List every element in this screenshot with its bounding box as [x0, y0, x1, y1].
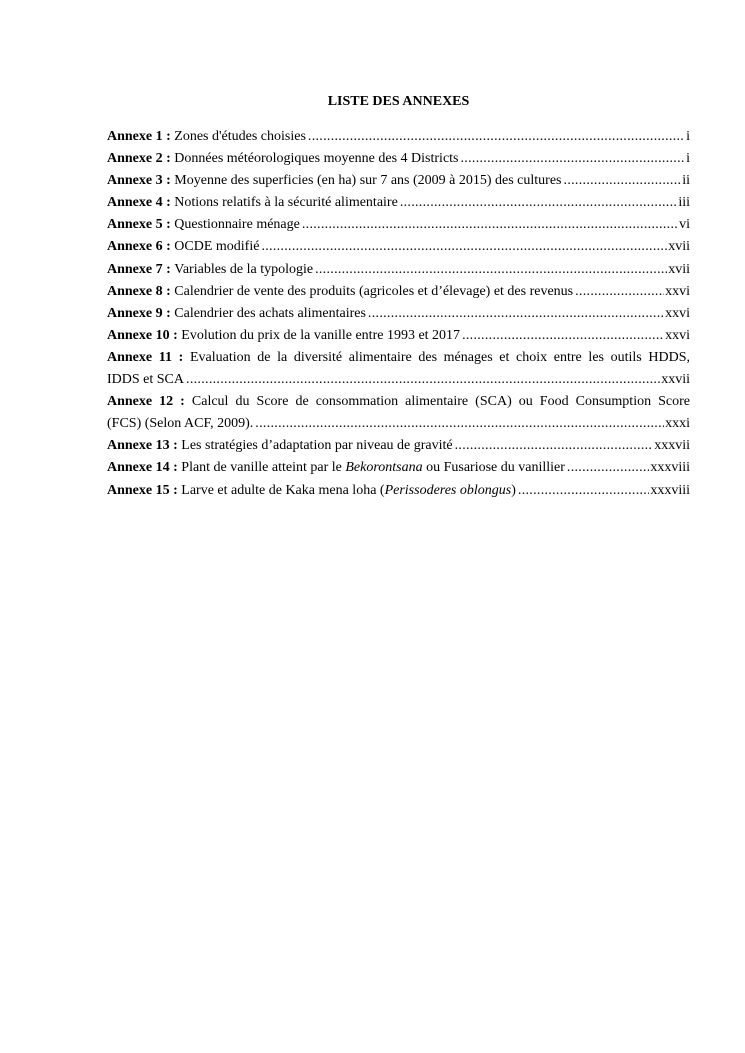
entry-text: Calendrier des achats alimentaires [174, 305, 366, 321]
toc-entry-annexe-13[interactable] [107, 435, 690, 457]
entry-page: xxxvii [654, 438, 690, 454]
dot-leader [368, 303, 664, 325]
entry-page: xxvi [665, 305, 690, 321]
dot-leader [315, 259, 667, 281]
page-title: LISTE DES ANNEXES [327, 94, 470, 109]
entry-page: xvii [668, 261, 690, 277]
entry-text: Questionnaire ménage [174, 217, 300, 233]
toc-entry-annexe-1[interactable] [107, 126, 690, 148]
entry-page: xxxviii [650, 482, 690, 498]
toc-entry-annexe-6[interactable] [107, 236, 690, 258]
entry-page: i [686, 151, 690, 167]
entry-text: Zones d'études choisies [174, 129, 306, 144]
entry-label: Annexe 13 : [107, 438, 178, 454]
entry-text: Calcul du Score de consommation alimentaire (SCA) ou Food Consumption Score [191, 394, 691, 410]
dot-leader [400, 192, 678, 214]
entry-text-continued: (FCS) (Selon ACF, 2009). [107, 416, 254, 432]
entry-text-continued: IDDS et SCA [107, 372, 185, 388]
entry-page: i [686, 129, 690, 144]
dot-leader [462, 325, 664, 347]
entry-label: Annexe 6 : [107, 239, 171, 255]
annex-list [107, 126, 690, 502]
entry-text: Evaluation de la diversité alimentaire des ménages et choix entre les outils HDDS, [189, 349, 691, 365]
dot-leader [455, 435, 654, 457]
entry-label: Annexe 11 : [107, 349, 184, 365]
entry-continuation-line [107, 413, 690, 435]
toc-entry-annexe-14[interactable] [107, 457, 690, 479]
entry-text-italic: Bekorontsana [345, 460, 423, 476]
entry-page: xxvii [661, 372, 690, 388]
entry-page: xvii [668, 239, 690, 255]
entry-text: Variables de la typologie [174, 261, 314, 277]
entry-page: ii [682, 173, 690, 189]
dot-leader [261, 236, 667, 258]
entry-text: Les stratégies d’adaptation par niveau de gravité [181, 438, 453, 454]
dot-leader [302, 214, 678, 236]
entry-label: Annexe 10 : [107, 327, 178, 343]
entry-label: Annexe 8 : [107, 283, 171, 299]
entry-text: Calendrier de vente des produits (agricoles et d’élevage) et des revenus [174, 283, 574, 299]
entry-continuation-line [107, 369, 690, 391]
entry-page: xxxviii [650, 460, 690, 476]
entry-text-after: ou Fusariose du vanillier [426, 460, 565, 476]
dot-leader [564, 170, 682, 192]
dot-leader [461, 148, 686, 170]
toc-entry-annexe-12[interactable] [107, 391, 690, 435]
entry-label: Annexe 3 : [107, 173, 171, 189]
entry-label: Annexe 15 : [107, 482, 178, 498]
entry-label: Annexe 5 : [107, 217, 171, 233]
entry-page: iii [678, 195, 690, 211]
entry-first-line [107, 391, 690, 413]
entry-label: Annexe 1 : [107, 129, 171, 144]
dot-leader [575, 281, 664, 303]
entry-page: xxvi [665, 283, 690, 299]
entry-first-line [107, 347, 690, 369]
toc-entry-annexe-15[interactable] [107, 480, 690, 502]
entry-label: Annexe 12 : [107, 394, 185, 410]
entry-label: Annexe 2 : [107, 151, 171, 167]
toc-entry-annexe-7[interactable] [107, 259, 690, 281]
toc-entry-annexe-3[interactable] [107, 170, 690, 192]
toc-entry-annexe-10[interactable] [107, 325, 690, 347]
entry-text-before: Larve et adulte de Kaka mena loha ( [181, 482, 385, 498]
entry-text-before: Plant de vanille atteint par le [181, 460, 342, 476]
entry-text-italic: Perissoderes oblongus [384, 482, 512, 498]
entry-page: xxxi [665, 416, 690, 432]
dot-leader [255, 413, 664, 435]
entry-text: Evolution du prix de la vanille entre 1993 et 2017 [181, 327, 461, 343]
entry-text-after: ) [511, 482, 516, 498]
toc-entry-annexe-8[interactable] [107, 281, 690, 303]
dot-leader [308, 126, 685, 148]
toc-entry-annexe-9[interactable] [107, 303, 690, 325]
entry-text: Moyenne des superficies (en ha) sur 7 ans (2009 à 2015) des cultures [174, 173, 562, 189]
entry-label: Annexe 4 : [107, 195, 171, 211]
dot-leader [518, 480, 649, 502]
toc-entry-annexe-5[interactable] [107, 214, 690, 236]
dot-leader [567, 457, 649, 479]
entry-page: vi [679, 217, 690, 233]
entry-label: Annexe 9 : [107, 305, 171, 321]
entry-text: Notions relatifs à la sécurité alimentaire [174, 195, 398, 211]
toc-entry-annexe-2[interactable] [107, 148, 690, 170]
entry-label: Annexe 7 : [107, 261, 171, 277]
entry-text: Données météorologiques moyenne des 4 Districts [174, 151, 459, 167]
dot-leader [186, 369, 660, 391]
entry-page: xxvi [665, 327, 690, 343]
entry-text: OCDE modifié [174, 239, 260, 255]
entry-label: Annexe 14 : [107, 460, 178, 476]
toc-entry-annexe-4[interactable] [107, 192, 690, 214]
toc-entry-annexe-11[interactable] [107, 347, 690, 391]
